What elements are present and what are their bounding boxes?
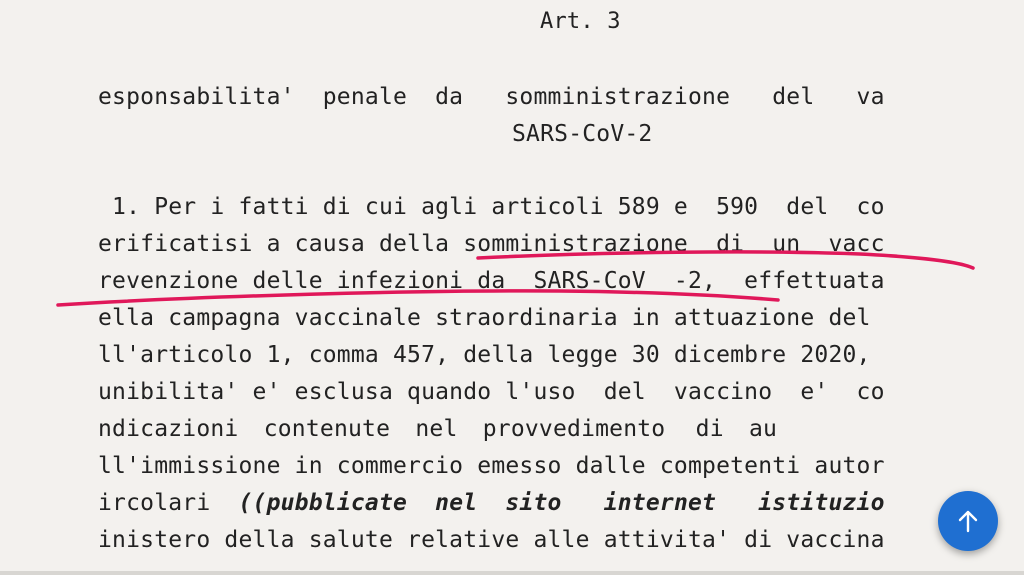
scroll-to-top-button[interactable] (938, 491, 998, 551)
body-line-9-text: ircolari (98, 490, 239, 516)
bold-italic-fragment: ((pubblicate nel sito internet istituzio (238, 490, 885, 516)
rubric-line-1: esponsabilita' penale da somministrazione del va (98, 84, 885, 110)
body-line-10: inistero della salute relative alle attivita' di vaccina (98, 527, 885, 553)
body-line-1: 1. Per i fatti di cui agli articoli 589 e 590 del co (98, 194, 885, 220)
arrow-up-icon (953, 506, 983, 536)
bottom-divider (0, 571, 1024, 575)
text-viewport (98, 0, 920, 575)
body-line-5: ll'articolo 1, comma 457, della legge 30 dicembre 2020, (98, 342, 871, 368)
body-line-8: ll'immissione in commercio emesso dalle competenti autor (98, 453, 885, 479)
body-line-9 (98, 489, 885, 517)
rubric-line-2: SARS-CoV-2 (512, 121, 653, 147)
body-line-4: ella campagna vaccinale straordinaria in attuazione del (98, 305, 871, 331)
body-line-2: erificatisi a causa della somministrazione di un vacc (98, 231, 885, 257)
body-line-7: ndicazioni contenute nel provvedimento di au (98, 416, 778, 442)
body-line-6: unibilita' e' esclusa quando l'uso del vaccino e' co (98, 379, 885, 405)
body-line-3: revenzione delle infezioni da SARS-CoV -2, effettuata (98, 268, 885, 294)
article-title: Art. 3 (540, 9, 621, 34)
